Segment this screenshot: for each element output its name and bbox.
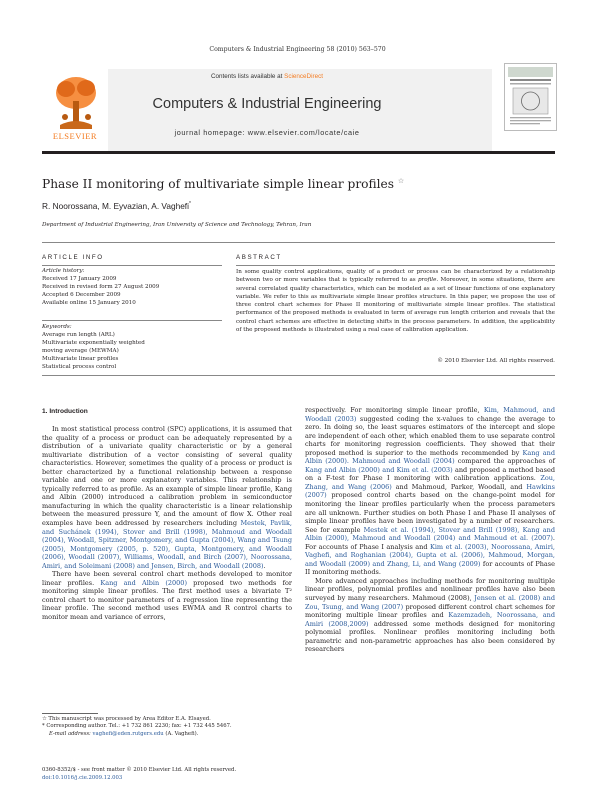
paragraph-text: . For accounts of Phase I analysis and bbox=[305, 534, 555, 551]
paragraph-text: compared the approaches of bbox=[454, 457, 555, 466]
body-paragraph bbox=[42, 570, 292, 621]
history-item: Accepted 6 December 2009 bbox=[42, 291, 121, 298]
reference-link[interactable]: Jensen et al. (2008) and Zou, Tsung, and Wang (2007) bbox=[305, 594, 555, 611]
paragraph-text: proposed two methods for monitoring simple linear profiles. The first method uses a bivariate T² control chart to monitor parameters of a regression line representing the linear profile. The second method uses EWMA and R control charts to monitor mean and variance of errors, bbox=[42, 578, 292, 622]
keywords-label: Keywords: bbox=[42, 324, 72, 330]
email-link[interactable]: vaghefi@eden.rutgers.edu bbox=[92, 730, 164, 737]
abstract-emphasis: profile bbox=[417, 277, 437, 284]
journal-homepage bbox=[42, 128, 492, 137]
issn-line: 0360-8352/$ - see front matter © 2010 Elsevier Ltd. All rights reserved. bbox=[42, 767, 237, 773]
title-footnote-mark[interactable]: ☆ bbox=[397, 177, 405, 185]
paragraph-text: addressed some methods designed for monitoring polynomial profiles. Nonlinear profiles monitoring including both parametric and non-parametric approaches has also been considered by researchers bbox=[305, 619, 555, 654]
paragraph-text: There have been several control chart methods developed to monitor linear profiles. bbox=[42, 570, 292, 587]
paragraph-text: More advanced approaches including methods for monitoring multiple linear profiles, polynomial profiles and nonlinear profiles have also been surveyed by many researchers. Mahmoud (2008), bbox=[305, 576, 555, 603]
article-info-heading: ARTICLE INFO bbox=[42, 254, 104, 261]
paragraph-text: suggested coding the x-values to change the average to zero. In doing so, the least squares estimators of the intercept and slope are independent of each other, which enabled them to use separate control charts for monitoring regression coefficients. They showed that their proposed method is superior to the methods recommended by bbox=[305, 414, 555, 457]
keywords-rule bbox=[42, 320, 222, 321]
keyword-item: Multivariate linear profiles bbox=[42, 355, 119, 362]
footnote-editor: ☆ This manuscript was processed by Area Editor E.A. Elsayed. bbox=[42, 716, 211, 722]
elsevier-wordmark: ELSEVIER bbox=[52, 131, 98, 141]
email-label: E-mail address: bbox=[49, 730, 93, 737]
footnote-corresponding: * Corresponding author. Tel.: +1 732 861 2230; fax: +1 732 445 5467. bbox=[42, 723, 232, 730]
reference-link[interactable]: Kang and Albin (2000) bbox=[100, 578, 187, 587]
reference-link[interactable]: Kim et al. (2003), Noorossana, Amiri, Vaghefi, and Roghanian (2004), Gupta et al. (2006), Mahmoud, Morgan, and Woodall (2009) and Zhang, Li, and Wang (2009) bbox=[305, 542, 555, 568]
body-paragraph bbox=[42, 425, 292, 570]
section-heading: 1. Introduction bbox=[42, 408, 88, 415]
reference-link[interactable]: Mestek et al. (1994), Stover and Brill (1998), Kang and Albin (2000), Mahmoud and Woodall (2004) and Mahmoud et al. (2007) bbox=[305, 525, 555, 543]
paragraph-text: proposed control charts based on the change-point model for monitoring the linear profiles particularly when the process parameters are all unknown. Further studies on both Phase I and Phase II analyses of simple linear profiles have been investigated by a number of researchers. See for example bbox=[305, 491, 555, 534]
keyword-item: Multivariate exponentially weighted bbox=[42, 339, 145, 346]
article-history bbox=[42, 268, 159, 308]
body-paragraph bbox=[305, 406, 555, 577]
paragraph-text: . bbox=[263, 561, 266, 570]
abstract-text bbox=[236, 268, 555, 334]
title-divider bbox=[42, 242, 555, 243]
paragraph-text: and Mahmoud, Parker, Woodall, and bbox=[391, 482, 527, 491]
reference-links[interactable]: Mestek, Pavlik, and Suchánek (1994), Stover and Brill (1998), Mahmoud and Woodall (2004), Woodall, Spitzner, Montgomery, and Gupta (2004), Wang and Tsung (2005), Montgomery (2005, p. 520), Gupta, Montgomery, and Woodall (2006), Woodall (2007), Williams, Woodall, and Birch (2007), Noorossana, Amiri, and Soleimani (2008) and Jensen, Birch, and Woodall (2008) bbox=[42, 519, 292, 570]
footnote-rule bbox=[42, 713, 98, 714]
reference-link[interactable]: Kang and Albin (2000) and Kim et al. (2003) bbox=[305, 465, 453, 474]
homepage-prefix: journal homepage: bbox=[174, 128, 248, 137]
abstract-heading: ABSTRACT bbox=[236, 254, 282, 261]
doi-link[interactable]: doi:10.1016/j.cie.2009.12.003 bbox=[42, 774, 123, 781]
journal-title: Computers & Industrial Engineering bbox=[152, 96, 382, 112]
abstract-bottom-rule bbox=[42, 375, 555, 376]
history-item: Received in revised form 27 August 2009 bbox=[42, 283, 160, 290]
article-info-rule bbox=[42, 265, 222, 266]
keyword-item: moving average (MEWMA) bbox=[42, 347, 119, 354]
history-item: Available online 15 January 2010 bbox=[42, 299, 136, 306]
paragraph-text: for accounts of Phase II monitoring methods. bbox=[305, 559, 555, 577]
email-suffix: (A. Vaghefi). bbox=[163, 730, 199, 737]
header-rule bbox=[42, 151, 555, 154]
body-paragraph bbox=[305, 577, 555, 654]
elsevier-tree-icon bbox=[50, 71, 102, 131]
keywords bbox=[42, 324, 145, 371]
reference-link[interactable]: Zou, Zhang, and Wang (2006) bbox=[305, 474, 555, 491]
body-column-left bbox=[42, 425, 292, 622]
reference-link[interactable]: Hawkins (2007) bbox=[305, 482, 555, 500]
author-list bbox=[42, 201, 191, 211]
keyword-item: Average run length (ARL) bbox=[42, 331, 115, 338]
paper-title-text: Phase II monitoring of multivariate simple linear profiles bbox=[42, 177, 395, 191]
abstract-part: In some quality control applications, quality of a product or process can be characterized by a relationship between two or more variables that is typically referred to as bbox=[236, 269, 555, 284]
sciencedirect-link[interactable]: ScienceDirect bbox=[284, 73, 323, 80]
abstract-rule bbox=[236, 265, 555, 266]
author-footnote-mark[interactable]: * bbox=[188, 201, 191, 208]
paragraph-text: proposed different control chart schemes for monitoring multiple linear profiles and bbox=[305, 602, 555, 620]
front-matter-lines bbox=[42, 767, 236, 782]
contents-line bbox=[42, 73, 492, 80]
paragraph-text: In most statistical process control (SPC) applications, it is assumed that the quality of a process or product can be adequately represented by a distribution of a univariate quality characteristic or by a general multivariate distribution of a vector consisting of several quality characteristics. However, sometimes the quality of a process or product is better characterized by a functional relationship between a response variable and one or more explanatory variables. This relationship is typically referred to as profile. As an example of simple linear profile, Kang and Albin (2000) introduced a calibration problem in semiconductor manufacturing in which the quality characteristic is a linear relationship between the measured pressure Y, and the amount of flow X. Other real examples have been addressed by researchers including bbox=[42, 425, 292, 528]
affiliation: Department of Industrial Engineering, Iran University of Science and Technology, Tehran, Iran bbox=[42, 222, 312, 228]
journal-cover-thumbnail bbox=[504, 63, 557, 131]
authors-text: R. Noorossana, M. Eyvazian, A. Vaghefi bbox=[42, 201, 189, 211]
journal-citation: Computers & Industrial Engineering 58 (2010) 563–570 bbox=[209, 46, 386, 53]
footnotes bbox=[42, 716, 292, 738]
footnote-email bbox=[42, 731, 292, 738]
abstract-copyright: © 2010 Elsevier Ltd. All rights reserved. bbox=[437, 358, 555, 364]
homepage-link[interactable]: www.elsevier.com/locate/caie bbox=[247, 128, 360, 137]
history-item: Received 17 January 2009 bbox=[42, 275, 117, 282]
journal-banner bbox=[42, 69, 492, 151]
history-label: Article history: bbox=[42, 268, 85, 274]
paper-title bbox=[42, 177, 404, 191]
body-column-right bbox=[305, 406, 555, 654]
reference-link[interactable]: Kazemzadeh, Noorossana, and Amiri (2008,2009) bbox=[305, 611, 555, 628]
contents-prefix: Contents lists available at bbox=[210, 73, 285, 80]
reference-link[interactable]: Kang and Albin (2000). Mahmoud and Woodall (2004) bbox=[305, 448, 555, 466]
paragraph-text: and proposed a method based on a F-test for Phase I monitoring with calibration applications. bbox=[305, 465, 555, 483]
elsevier-logo bbox=[42, 69, 108, 151]
keyword-item: Statistical process control bbox=[42, 363, 117, 370]
cover-image bbox=[505, 64, 556, 130]
abstract-part: . Moreover, in some situations, there are several correlated quality characteristics, which can be modeled as a set of linear functions of one explanatory variable. We refer to this as multivariate simple linear profiles structure. In this paper, we propose the use of three control chart schemes for Phase II monitoring of multivariate simple linear profiles. The statistical performance of the proposed methods is evaluated in term of average run length criterion and reveals that the control chart schemes are effective in detecting shifts in the process parameters. In addition, the applicability of the proposed methods is illustrated using a real case of calibration application. bbox=[236, 277, 555, 333]
reference-link[interactable]: Kim, Mahmoud, and Woodall (2003) bbox=[305, 406, 555, 423]
paragraph-text: respectively. For monitoring simple linear profile, bbox=[305, 406, 484, 414]
